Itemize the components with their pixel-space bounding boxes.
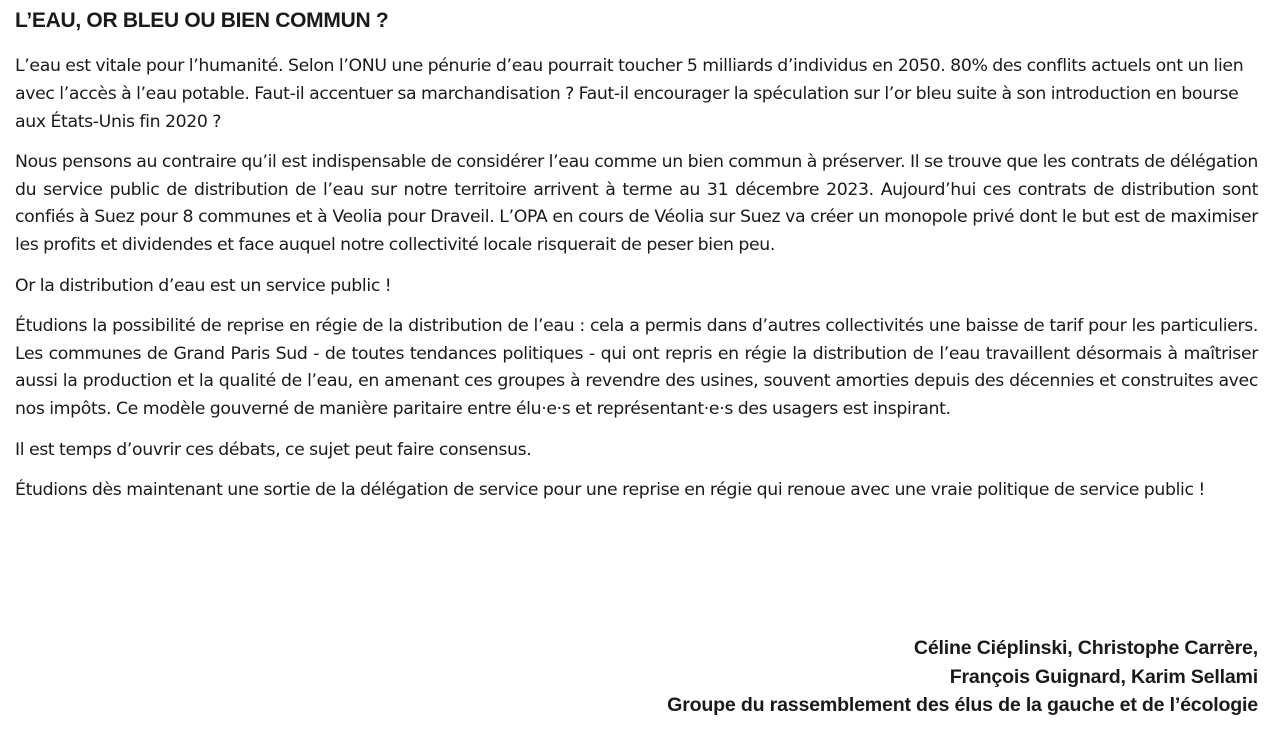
paragraph-common-good: Nous pensons au contraire qu’il est indispensable de considérer l’eau comme un bien commun à préserver. Il se trouve que les contrats de délégation du service public de distribution de l’eau sur notre territoire arrivent à terme au 31 décembre 2023. Aujourd’hui ces contrats de distribution sont confiés à Suez pour 8 communes et à Veolia pour Draveil. L’OPA en cours de Véolia sur Suez va créer un monopole privé dont le but est de maximiser les profits et dividendes et face auquel notre collectivité locale risquerait de peser bien peu. — [15, 151, 1258, 256]
signature-block — [667, 634, 1258, 720]
paragraph-debate: Il est temps d’ouvrir ces débats, ce sujet peut faire consensus. — [15, 439, 532, 460]
signature-names-line-2: François Guignard, Karim Sellami — [949, 665, 1258, 688]
paragraph-regie-study: Étudions la possibilité de reprise en régie de la distribution de l’eau : cela a permis dans d’autres collectivités une baisse de tarif pour les particuliers. Les communes de Grand Paris Sud - de toutes tendances politiques - qui ont repris en régie la distribution de l’eau travaillent désormais à maîtriser aussi la production et la qualité de l’eau, en amenant ces groupes à revendre des usines, souvent amorties depuis des décennies et construites avec nos impôts. Ce modèle gouverné de manière paritaire entre élu·e·s et représentant·e·s des usagers est inspirant. — [15, 315, 1258, 420]
signature-names-line-1: Céline Ciéplinski, Christophe Carrère, — [913, 637, 1258, 659]
signature-group: Groupe du rassemblement des élus de la gauche et de l’écologie — [667, 694, 1258, 716]
paragraph-conclusion: Étudions dès maintenant une sortie de la délégation de service pour une reprise en régie qui renoue avec une vraie politique de service public ! — [15, 479, 1205, 500]
paragraph-intro: L’eau est vitale pour l’humanité. Selon l’ONU une pénurie d’eau pourrait toucher 5 milliards d’individus en 2050. 80% des conflits actuels ont un lien avec l’accès à l’eau potable. Faut-il accentuer sa marchandisation ? Faut-il encourager la spéculation sur l’or bleu suite à son introduction en bourse aux États-Unis fin 2020 ? — [15, 56, 1244, 132]
article-title: L’EAU, OR BLEU OU BIEN COMMUN ? — [15, 9, 389, 32]
article — [15, 8, 1258, 517]
paragraph-public-service: Or la distribution d’eau est un service public ! — [15, 275, 392, 296]
